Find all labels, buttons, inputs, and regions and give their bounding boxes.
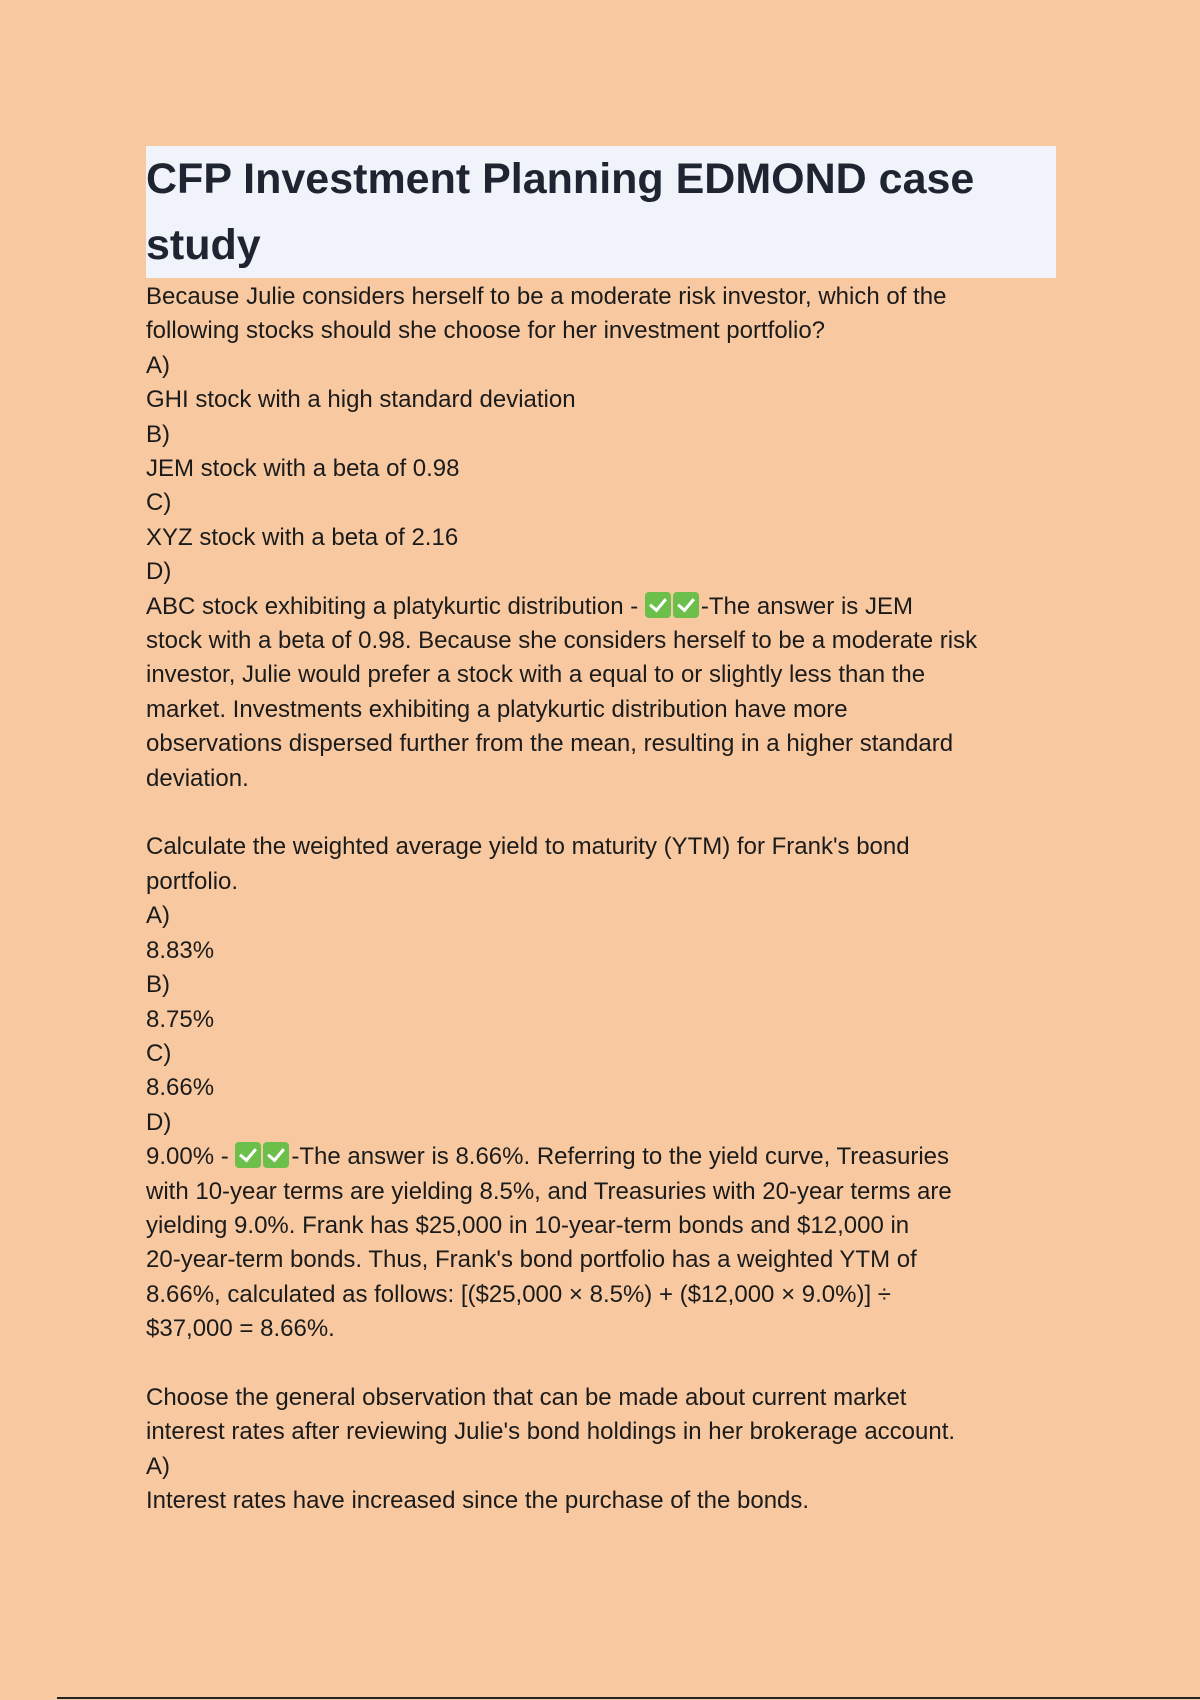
question-3 [146,1381,1056,1519]
question-2 [146,830,1056,1346]
option-text: 8.75% [146,1005,215,1033]
title-box [146,146,1056,278]
checkmark-icon [645,592,671,618]
explanation-line: observations dispersed further from the mean, resulting in a higher standard [146,730,954,758]
question-line: Choose the general observation that can be made about current market [146,1383,907,1411]
option-label: A) [146,351,170,379]
question-line: following stocks should she choose for her investment portfolio? [146,317,826,345]
option-label: D) [146,558,172,586]
answer-line [146,1140,1056,1174]
option-text: 8.66% [146,1074,215,1102]
option-text: JEM stock with a beta of 0.98 [146,455,460,483]
option-text: 9.00% - [146,1143,236,1171]
checkmark-icon [673,592,699,618]
option-text: GHI stock with a high standard deviation [146,386,576,414]
paragraph-spacer [146,796,1056,830]
footer-rule [57,1697,1200,1699]
answer-text: -The answer is 8.66%. Referring to the yield curve, Treasuries [291,1143,950,1171]
explanation-line: 8.66%, calculated as follows: [($25,000 × 8.5%) + ($12,000 × 9.0%)] ÷ [146,1280,891,1308]
question-line: Because Julie considers herself to be a moderate risk investor, which of the [146,283,947,310]
option-text: 8.83% [146,936,215,964]
option-text: XYZ stock with a beta of 2.16 [146,523,459,551]
explanation-line: $37,000 = 8.66%. [146,1315,335,1343]
option-text: ABC stock exhibiting a platykurtic distribution - [146,592,645,620]
option-label: D) [146,1108,172,1136]
explanation-line: 20-year-term bonds. Thus, Frank's bond portfolio has a weighted YTM of [146,1246,917,1274]
document-body [146,280,1056,1519]
option-label: B) [146,420,170,448]
answer-line [146,590,1056,624]
question-1 [146,280,1056,796]
explanation-line: stock with a beta of 0.98. Because she considers herself to be a moderate risk [146,627,978,655]
page-title: CFP Investment Planning EDMOND case study [146,155,975,269]
question-line: interest rates after reviewing Julie's bond holdings in her brokerage account. [146,1418,956,1446]
option-label: A) [146,1452,170,1480]
explanation-line: yielding 9.0%. Frank has $25,000 in 10-year-term bonds and $12,000 in [146,1211,910,1239]
answer-text: -The answer is JEM [700,592,913,620]
question-line: Calculate the weighted average yield to maturity (YTM) for Frank's bond [146,833,910,861]
option-label: A) [146,902,170,930]
document-page [146,146,1056,1519]
explanation-line: investor, Julie would prefer a stock with a equal to or slightly less than the [146,661,926,689]
explanation-line: deviation. [146,764,249,792]
explanation-line: with 10-year terms are yielding 8.5%, and Treasuries with 20-year terms are [146,1177,952,1205]
option-label: B) [146,971,170,999]
explanation-line: market. Investments exhibiting a platykurtic distribution have more [146,695,848,723]
option-text: Interest rates have increased since the purchase of the bonds. [146,1487,810,1515]
checkmark-icon [235,1142,261,1168]
question-line: portfolio. [146,867,239,895]
option-label: C) [146,489,172,517]
paragraph-spacer [146,1347,1056,1381]
option-label: C) [146,1039,172,1067]
checkmark-icon [263,1142,289,1168]
